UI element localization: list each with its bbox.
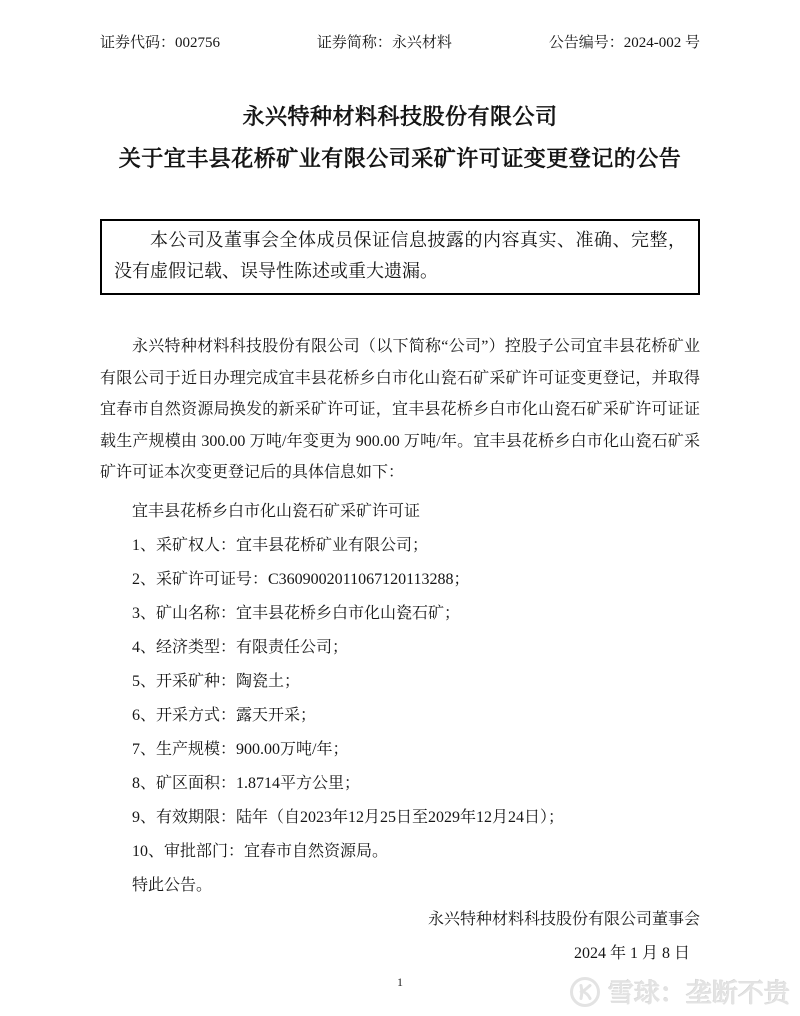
announcement-number: 公告编号：2024-002 号 [548,35,700,51]
announcement-title: 关于宜丰县花桥矿业有限公司采矿许可证变更登记的公告 [118,146,682,171]
xueqiu-logo-icon [569,976,601,1008]
stock-abbr: 证券简称：永兴材料 [316,35,452,51]
closing-line: 特此公告。 [132,876,213,894]
license-item-6: 6、开采方式：露天开采； [132,706,317,724]
company-title: 永兴特种材料科技股份有限公司 [242,104,558,129]
license-item-5: 5、开采矿种：陶瓷土； [132,672,301,690]
document-header [100,33,700,53]
page-number: 1 [397,975,403,989]
license-subheading: 宜丰县花桥乡白市化山瓷石矿采矿许可证 [132,502,421,520]
signature-date: 2024 年 1 月 8 日 [573,944,690,962]
content-area [100,0,700,971]
body-paragraph: 永兴特种材料科技股份有限公司（以下简称“公司”）控股子公司宜丰县花桥矿业有限公司于近日办理完成宜丰县花桥乡白市化山瓷石矿采矿许可证变更登记，并取得宜春市自然资源局换发的新采矿许可证，宜丰县花桥乡白市化山瓷石矿采矿许可证证载生产规模由 300.00 万吨/年变更为 900.00 万吨/年。宜丰县花桥乡白市化山瓷石矿采矿许可证本次变更登记后的具体信息如下： [100,338,700,481]
signature-company: 永兴特种材料科技股份有限公司董事会 [427,910,700,928]
disclaimer-box [100,219,700,295]
license-item-4: 4、经济类型：有限责任公司； [132,638,349,656]
license-item-2: 2、采矿许可证号：C3609002011067120113288； [132,570,470,588]
stock-code: 证券代码：002756 [100,35,221,51]
body-block [100,331,700,971]
license-item-10: 10、审批部门：宜春市自然资源局。 [132,842,389,860]
license-item-9: 9、有效期限：陆年（自2023年12月25日至2029年12月24日）； [132,808,565,826]
license-item-8: 8、矿区面积：1.8714平方公里； [132,774,361,792]
license-item-7: 7、生产规模：900.00万吨/年； [132,740,349,758]
license-item-1: 1、采矿权人：宜丰县花桥矿业有限公司； [132,536,429,554]
disclaimer-text: 本公司及董事会全体成员保证信息披露的内容真实、准确、完整，没有虚假记载、误导性陈述或重大遗漏。 [114,230,686,281]
watermark-text: 雪球：垄断不贵 [607,978,790,1008]
xueqiu-watermark [569,973,790,1010]
license-item-3: 3、矿山名称：宜丰县花桥乡白市化山瓷石矿； [132,604,461,622]
